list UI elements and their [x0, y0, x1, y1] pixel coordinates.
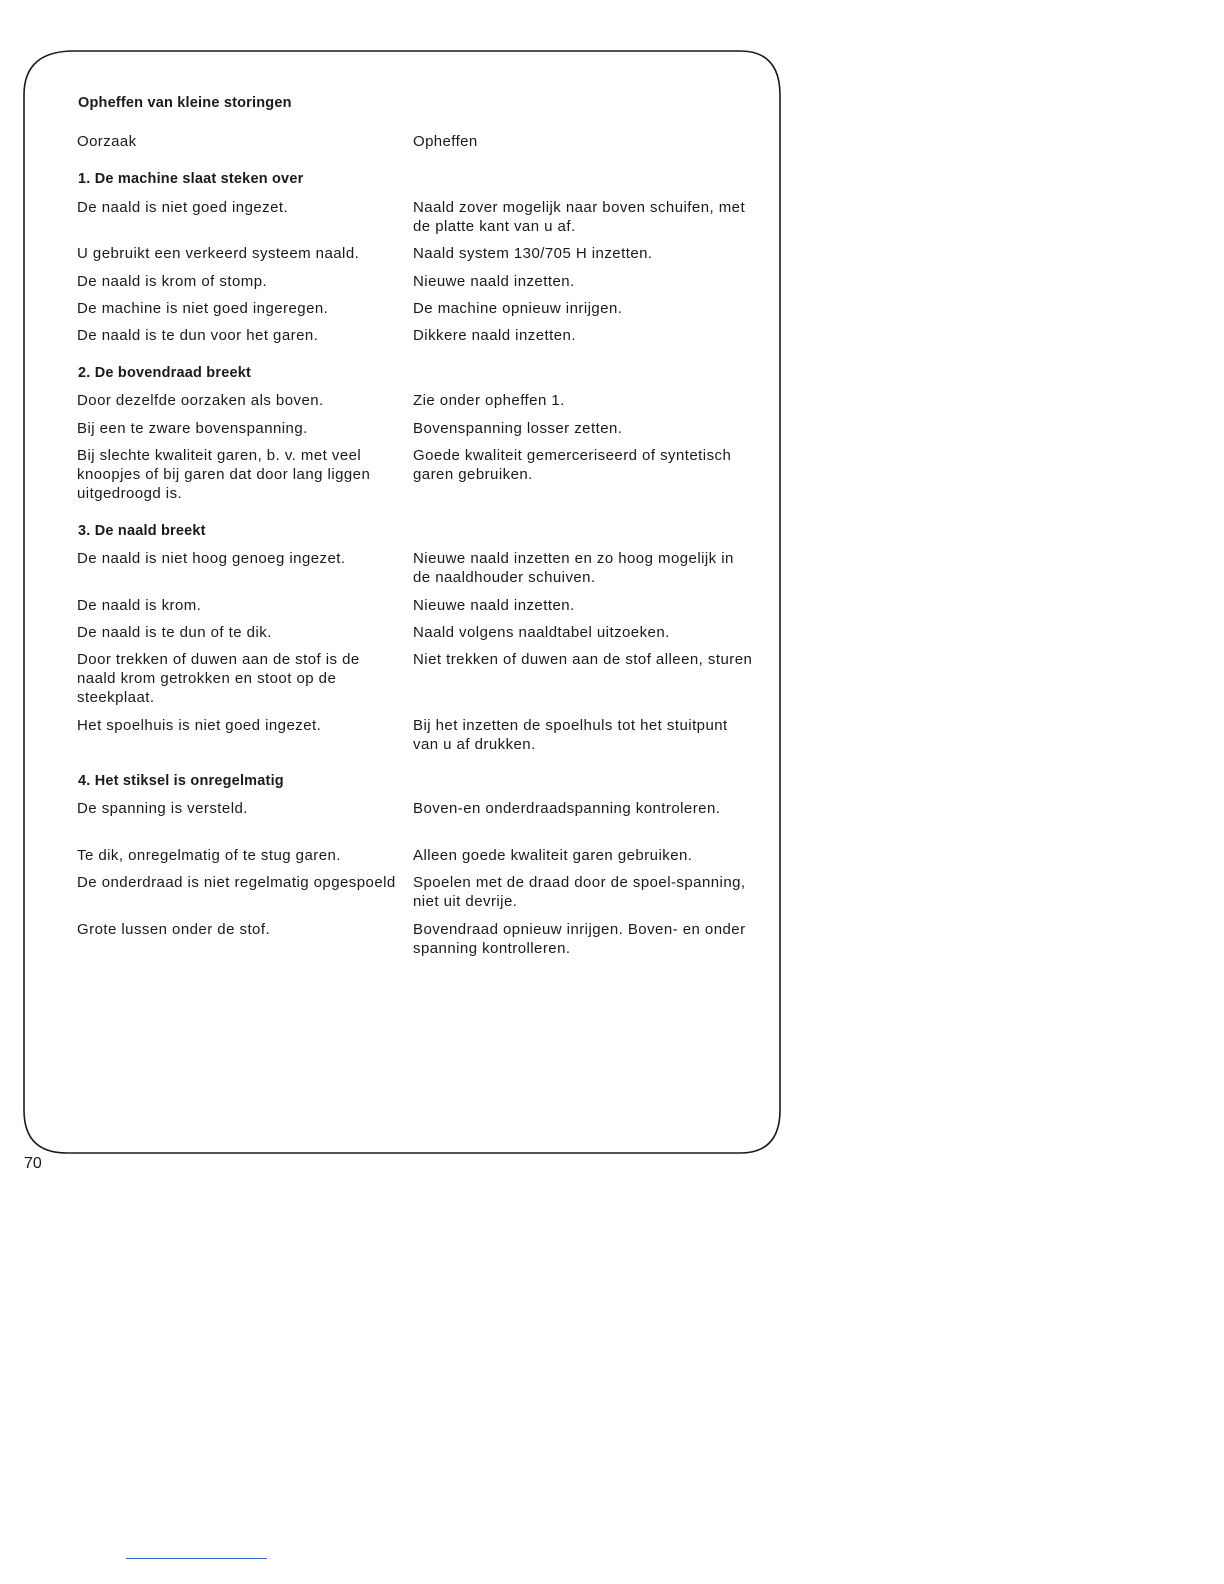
fix-text: Bovendraad opnieuw inrijgen. Boven- en onder spanning kontrolleren. [413, 921, 746, 957]
footnote-divider [126, 1558, 267, 1559]
fix-text: Boven-en onderdraadspanning kontroleren. [413, 800, 721, 817]
fix-text: Goede kwaliteit gemerceriseerd of syntetisch garen gebruiken. [413, 447, 732, 483]
section-heading: 2. De bovendraad breekt [78, 365, 252, 381]
fix-text: Bovenspanning losser zetten. [413, 420, 623, 437]
page-title: Opheffen van kleine storingen [78, 95, 292, 111]
cause-text: Door dezelfde oorzaken als boven. [77, 392, 324, 409]
cause-text: De naald is krom. [77, 597, 202, 614]
cause-text: Grote lussen onder de stof. [77, 921, 271, 938]
fix-text: Zie onder opheffen 1. [413, 392, 565, 409]
cause-text: De naald is krom of stomp. [77, 273, 268, 290]
cause-text: U gebruikt een verkeerd systeem naald. [77, 245, 360, 262]
cause-text: Bij een te zware bovenspanning. [77, 420, 308, 437]
cause-text: Het spoelhuis is niet goed ingezet. [77, 717, 322, 734]
cause-text: Door trekken of duwen aan de stof is de naald krom getrokken en stoot op de steekplaat. [77, 651, 360, 706]
fix-text: Naald zover mogelijk naar boven schuifen, met de platte kant van u af. [413, 199, 746, 235]
fix-text: Dikkere naald inzetten. [413, 327, 576, 344]
cause-text: De naald is niet hoog genoeg ingezet. [77, 550, 346, 567]
column-header-fix: Opheffen [413, 133, 478, 150]
cause-text: De naald is niet goed ingezet. [77, 199, 289, 216]
fix-text: Niet trekken of duwen aan de stof alleen, sturen [413, 651, 753, 668]
column-header-cause: Oorzaak [77, 133, 137, 150]
fix-text: Alleen goede kwaliteit garen gebruiken. [413, 847, 693, 864]
cause-text: De spanning is versteld. [77, 800, 248, 817]
section-heading: 4. Het stiksel is onregelmatig [78, 773, 284, 789]
cause-text: Te dik, onregelmatig of te stug garen. [77, 847, 341, 864]
cause-text: De machine is niet goed ingeregen. [77, 300, 329, 317]
fix-text: Bij het inzetten de spoelhuls tot het stuitpunt van u af drukken. [413, 717, 728, 753]
cause-text: De onderdraad is niet regelmatig opgespoeld [77, 874, 396, 891]
fix-text: Spoelen met de draad door de spoel-spanning, niet uit devrije. [413, 874, 746, 910]
cause-text: De naald is te dun of te dik. [77, 624, 272, 641]
fix-text: Nieuwe naald inzetten. [413, 273, 575, 290]
cause-text: De naald is te dun voor het garen. [77, 327, 319, 344]
fix-text: Nieuwe naald inzetten. [413, 597, 575, 614]
page-number: 70 [24, 1155, 42, 1172]
fix-text: Nieuwe naald inzetten en zo hoog mogelijk in de naaldhouder schuiven. [413, 550, 734, 586]
cause-text: Bij slechte kwaliteit garen, b. v. met veel knoopjes of bij garen dat door lang liggen uitgedroogd is. [77, 447, 371, 502]
fix-text: Naald volgens naaldtabel uitzoeken. [413, 624, 670, 641]
section-heading: 1. De machine slaat steken over [78, 171, 304, 187]
fix-text: Naald system 130/705 H inzetten. [413, 245, 653, 262]
fix-text: De machine opnieuw inrijgen. [413, 300, 623, 317]
section-heading: 3. De naald breekt [78, 523, 206, 539]
